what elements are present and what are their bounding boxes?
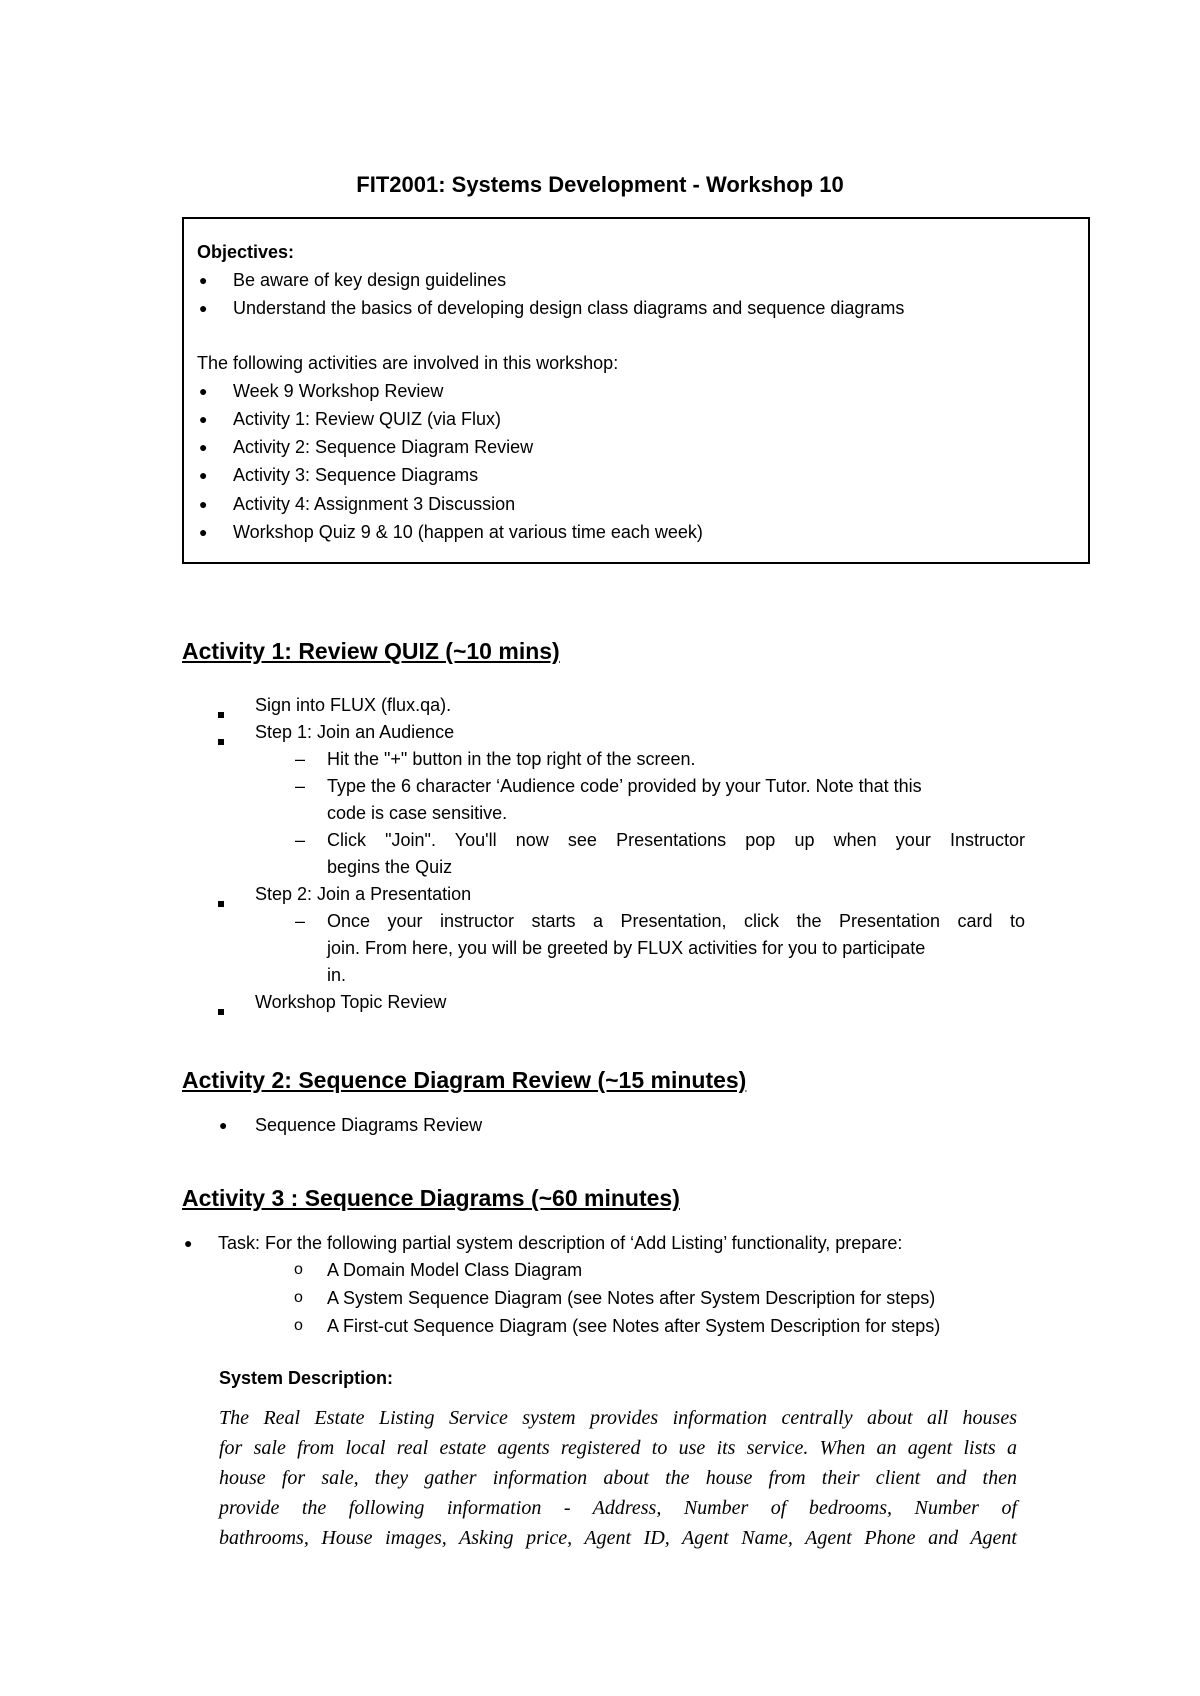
system-description-line: bathrooms, House images, Asking price, Agent ID, Agent Name, Agent Phone and Agent	[219, 1527, 1017, 1549]
activity3-heading: Activity 3 : Sequence Diagrams (~60 minutes)	[182, 1185, 680, 1211]
system-description-line: provide the following information - Address, Number of bedrooms, Number of	[219, 1497, 1017, 1519]
square-bullet-icon	[218, 702, 224, 723]
system-description-line: house for sale, they gather information about the house from their client and then	[219, 1467, 1017, 1489]
bullet-icon: ●	[219, 1117, 228, 1133]
objective-item: Be aware of key design guidelines	[233, 270, 507, 290]
activity-list-item: Activity 1: Review QUIZ (via Flux)	[233, 409, 502, 429]
list-item: join. From here, you will be greeted by FLUX activities for you to participate	[327, 938, 926, 958]
list-item: Sequence Diagrams Review	[255, 1115, 483, 1135]
page-title: FIT2001: Systems Development - Workshop 10	[356, 172, 844, 197]
list-item: A Domain Model Class Diagram	[327, 1260, 583, 1280]
dash-bullet-icon: –	[295, 749, 306, 769]
activity-list-item: Week 9 Workshop Review	[233, 381, 444, 401]
square-bullet-icon	[218, 729, 224, 750]
list-item: Once your instructor starts a Presentation, click the Presentation card to	[327, 911, 1025, 931]
activity-list-item: Activity 4: Assignment 3 Discussion	[233, 494, 516, 514]
square-bullet-icon	[218, 999, 224, 1020]
activity-list-item: Workshop Quiz 9 & 10 (happen at various time each week)	[233, 522, 703, 542]
bullet-icon: ●	[199, 300, 208, 316]
list-item: Hit the "+" button in the top right of the screen.	[327, 749, 696, 769]
circle-bullet-icon: o	[294, 1261, 303, 1278]
bullet-icon: ●	[199, 272, 208, 288]
bullet-icon: ●	[199, 467, 208, 483]
system-description-line: for sale from local real estate agents registered to use its service. When an agent lists a	[219, 1437, 1017, 1459]
activity-list-item: Activity 3: Sequence Diagrams	[233, 465, 479, 485]
activity-list-item: Activity 2: Sequence Diagram Review	[233, 437, 534, 457]
activity1-heading: Activity 1: Review QUIZ (~10 mins)	[182, 638, 560, 664]
circle-bullet-icon: o	[294, 1289, 303, 1306]
dash-bullet-icon: –	[295, 776, 306, 796]
objective-item: Understand the basics of developing design class diagrams and sequence diagrams	[233, 298, 905, 318]
bullet-icon: ●	[199, 411, 208, 427]
list-item: in.	[327, 965, 347, 985]
dash-bullet-icon: –	[295, 830, 306, 850]
system-description-line: The Real Estate Listing Service system provides information centrally about all houses	[219, 1407, 1017, 1429]
objectives-heading: Objectives:	[197, 242, 295, 262]
system-description-heading: System Description:	[219, 1368, 394, 1388]
list-item: Sign into FLUX (flux.qa).	[255, 695, 452, 715]
list-item: Step 1: Join an Audience	[255, 722, 455, 742]
list-item: Workshop Topic Review	[255, 992, 447, 1012]
list-item: Step 2: Join a Presentation	[255, 884, 472, 904]
list-item: A System Sequence Diagram (see Notes after System Description for steps)	[327, 1288, 936, 1308]
square-bullet-icon	[218, 891, 224, 912]
dash-bullet-icon: –	[295, 911, 306, 931]
circle-bullet-icon: o	[294, 1317, 303, 1334]
bullet-icon: ●	[199, 383, 208, 399]
bullet-icon: ●	[199, 439, 208, 455]
bullet-icon: ●	[199, 496, 208, 512]
list-item: code is case sensitive.	[327, 803, 508, 823]
task-text: Task: For the following partial system description of ‘Add Listing’ functionality, prepare:	[218, 1233, 903, 1253]
bullet-icon: ●	[184, 1235, 193, 1251]
list-item: begins the Quiz	[327, 857, 453, 877]
activities-intro: The following activities are involved in this workshop:	[197, 353, 619, 373]
list-item: Type the 6 character ‘Audience code’ provided by your Tutor. Note that this	[327, 776, 922, 796]
bullet-icon: ●	[199, 524, 208, 540]
activity2-heading: Activity 2: Sequence Diagram Review (~15 minutes)	[182, 1067, 747, 1093]
list-item: Click "Join". You'll now see Presentations pop up when your Instructor	[327, 830, 1025, 850]
list-item: A First-cut Sequence Diagram (see Notes after System Description for steps)	[327, 1316, 941, 1336]
